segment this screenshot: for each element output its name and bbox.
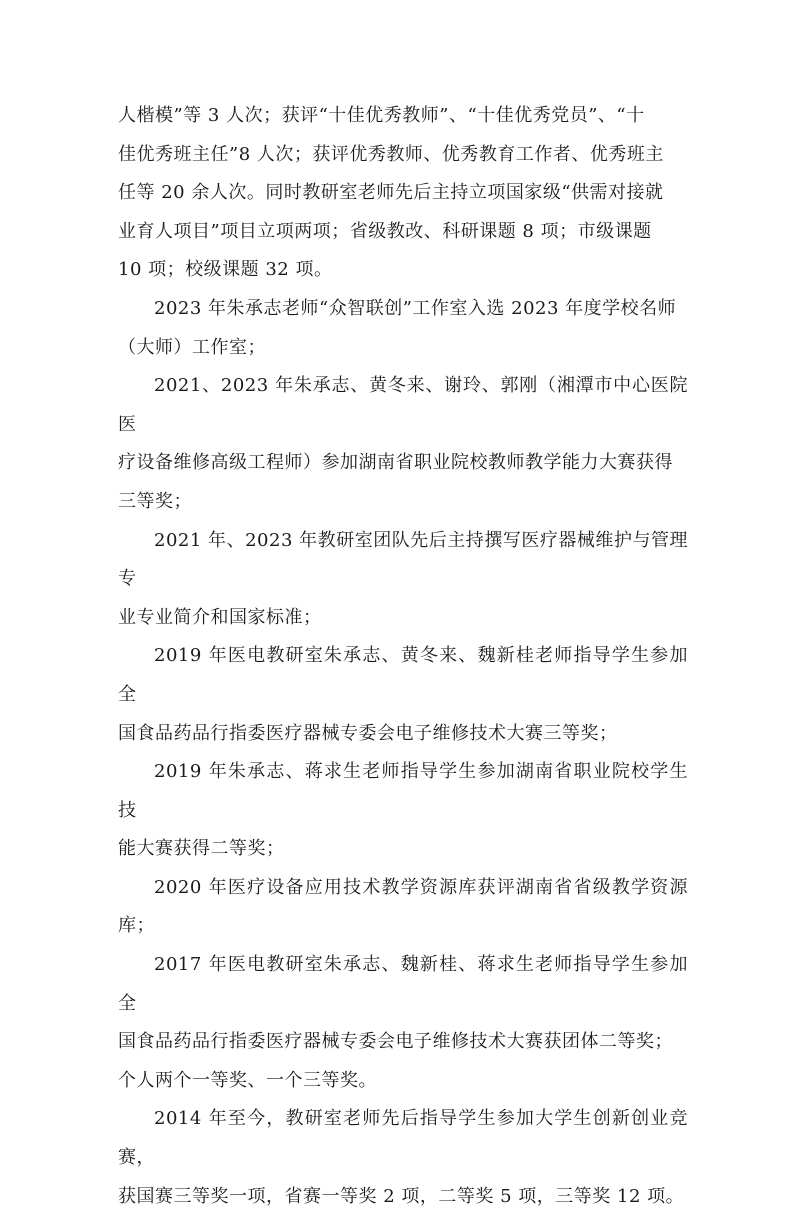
paragraph-6: 2019 年朱承志、蒋求生老师指导学生参加湖南省职业院校学生技 能大赛获得二等奖； (118, 761, 688, 860)
paragraph-5: 2019 年医电教研室朱承志、黄冬来、魏新桂老师指导学生参加全 国食品药品行指委医疗器械专委会电子维修技术大赛三等奖； (118, 645, 688, 744)
paragraph-1: 人楷模”等 3 人次；获评“十佳优秀教师”、“十佳优秀党员”、“十 佳优秀班主任”8 人次；获评优秀教师、优秀教育工作者、优秀班主 任等 20 余人次。同时教研室老师先后主持立项国家级“供需对接就 业育人项目”项目立项两项；省级教改、科研课题 8 项；市级课题 10 项；校级课题 32 项。 (118, 105, 664, 281)
paragraph-8: 2017 年医电教研室朱承志、魏新桂、蒋求生老师指导学生参加全 国食品药品行指委医疗器械专委会电子维修技术大赛获团体二等奖； 个人两个一等奖、一个三等奖。 (118, 954, 688, 1091)
paragraph-2: 2023 年朱承志老师“众智联创”工作室入选 2023 年度学校名师 （大师）工作室； (118, 297, 677, 358)
paragraph-4: 2021 年、2023 年教研室团队先后主持撰写医疗器械维护与管理专 业专业简介和国家标准； (118, 529, 688, 628)
paragraph-7: 2020 年医疗设备应用技术教学资源库获评湖南省省级教学资源库； (118, 876, 688, 937)
paragraph-9: 2014 年至今，教研室老师先后指导学生参加大学生创新创业竞赛， 获国赛三等奖一项，省赛一等奖 2 项，二等奖 5 项，三等奖 12 项。 (118, 1108, 688, 1207)
document-page (118, 97, 688, 1216)
paragraph-3: 2021、2023 年朱承志、黄冬来、谢玲、郭刚（湘潭市中心医院医 疗设备维修高级工程师）参加湖南省职业院校教师教学能力大赛获得 三等奖； (118, 375, 688, 512)
